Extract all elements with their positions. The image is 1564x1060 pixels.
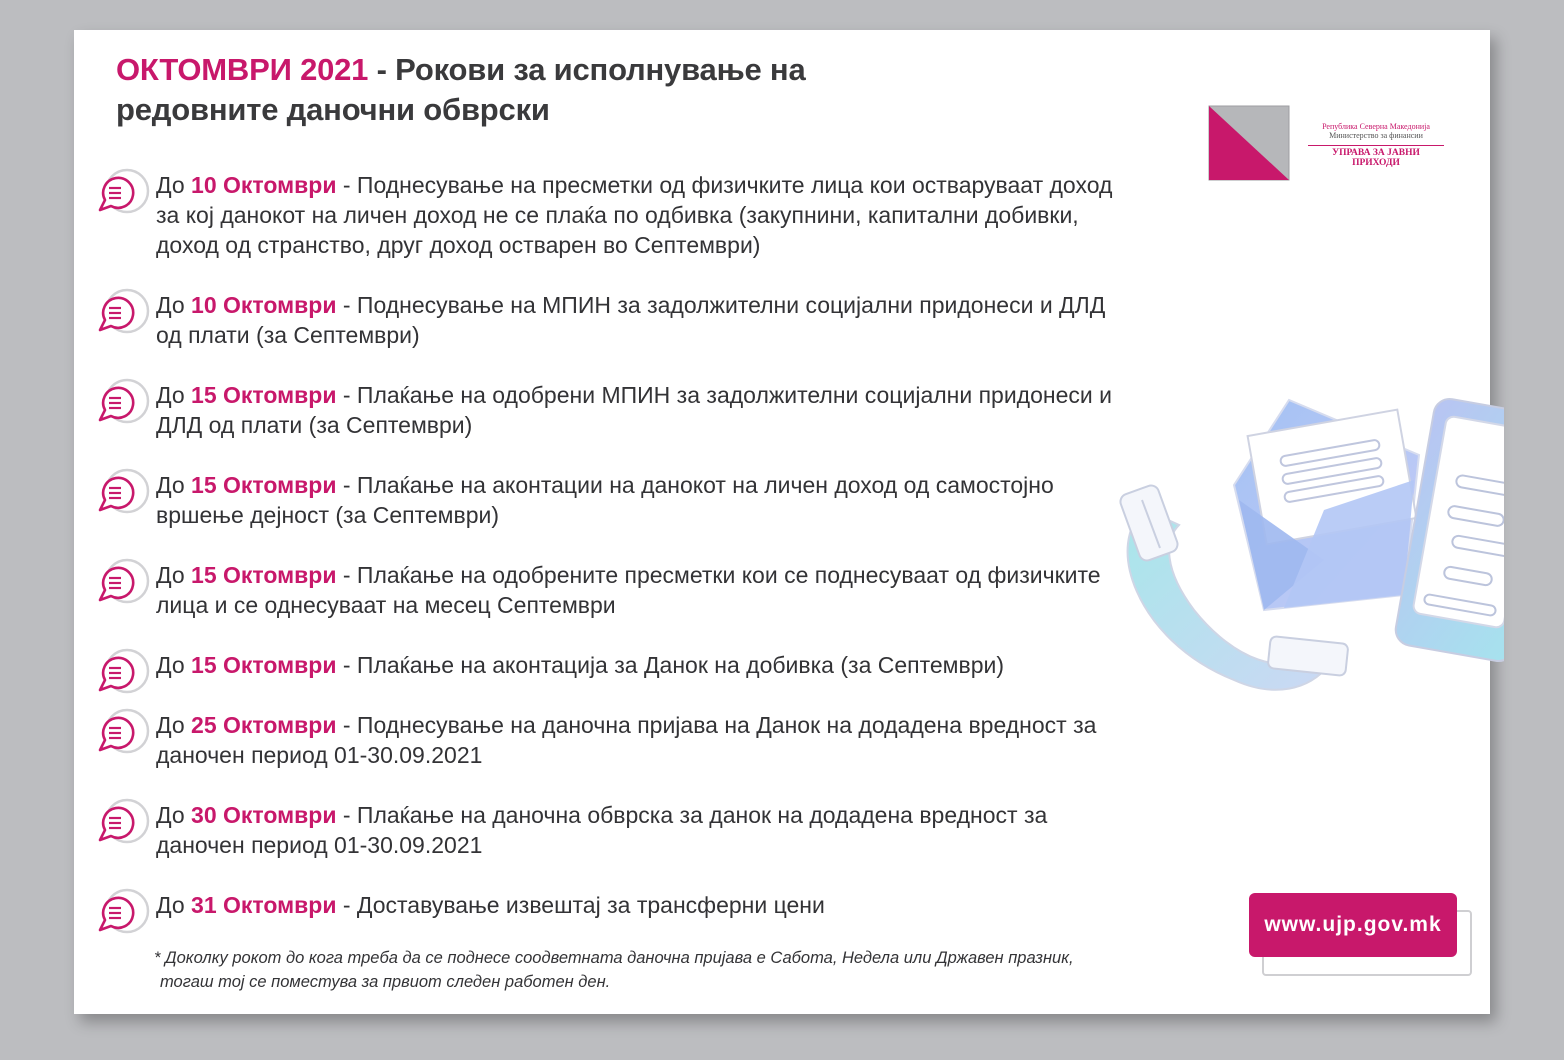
- footnote-line2: тогаш тој се поместува за првиот следен работен ден.: [160, 973, 611, 991]
- deadline-prefix: До: [156, 292, 192, 318]
- deadline-date: 10 Октомври: [191, 292, 337, 318]
- deadline-date: 31 Октомври: [191, 892, 337, 918]
- chat-bubble-icon: [94, 704, 152, 760]
- deadline-date: 30 Октомври: [191, 802, 337, 828]
- deadline-date: 15 Октомври: [191, 562, 337, 588]
- website-label: www.ujp.gov.mk: [1264, 913, 1442, 936]
- chat-bubble-icon: [94, 284, 152, 340]
- website-link[interactable]: [1249, 893, 1457, 957]
- deadline-date: 15 Октомври: [191, 652, 337, 678]
- chat-bubble-icon: [94, 464, 152, 520]
- chat-bubble-icon: [94, 884, 152, 940]
- infographic-card: [74, 30, 1490, 1014]
- footnote: [154, 946, 1154, 994]
- deadline-description: - Плаќање на даночна обврска за данок на додадена вредност за даночен период 01-30.09.2021: [156, 802, 1048, 858]
- deadline-prefix: До: [156, 802, 192, 828]
- ujp-logo: [1208, 105, 1448, 183]
- deadline-prefix: До: [156, 712, 192, 738]
- title-month: ОКТОМВРИ 2021: [116, 52, 369, 87]
- title-text-line2: редовните даночни обврски: [116, 92, 550, 127]
- title-text: - Рокови за исполнување на: [368, 52, 806, 87]
- deadline-description: - Плаќање на одобрени МПИН за задолжителни социјални придонеси и ДЛД од плати (за Септември): [156, 382, 1112, 438]
- page-title: [116, 50, 806, 130]
- deadline-prefix: До: [156, 382, 192, 408]
- chat-bubble-icon: [94, 794, 152, 850]
- deadline-description: - Плаќање на аконтации на данокот на личен доход од самостојно вршење дејност (за Септември): [156, 472, 1054, 528]
- chat-bubble-icon: [94, 164, 152, 220]
- deadline-date: 15 Октомври: [191, 472, 337, 498]
- deadline-prefix: До: [156, 892, 192, 918]
- logo-ministry: Министерство за финансии: [1329, 131, 1423, 140]
- deadline-prefix: До: [156, 562, 192, 588]
- deadline-text: [156, 380, 1116, 440]
- deadline-text: [156, 170, 1116, 260]
- phone-envelope-illustration: [1084, 360, 1504, 730]
- logo-agency: УПРАВА ЗА ЈАВНИ ПРИХОДИ: [1308, 145, 1444, 168]
- deadline-description: - Поднесување на МПИН за задолжителни социјални придонеси и ДЛД од плати (за Септември): [156, 292, 1106, 348]
- deadline-text: [156, 890, 1116, 920]
- deadline-text: [156, 650, 1116, 680]
- deadline-description: - Поднесување на даночна пријава на Данок на додадена вредност за даночен период 01-30.09.2021: [156, 712, 1097, 768]
- footnote-line1: * Доколку рокот до кога треба да се поднесе соодветната даночна пријава е Сабота, Недела или Државен празник,: [154, 949, 1074, 967]
- deadline-date: 25 Октомври: [191, 712, 337, 738]
- chat-bubble-icon: [94, 554, 152, 610]
- deadline-text: [156, 710, 1116, 770]
- chat-bubble-icon: [94, 374, 152, 430]
- deadline-text: [156, 290, 1116, 350]
- deadline-date: 15 Октомври: [191, 382, 337, 408]
- deadline-description: - Плаќање на аконтација за Данок на добивка (за Септември): [336, 652, 1005, 678]
- chat-bubble-icon: [94, 644, 152, 700]
- deadline-description: - Плаќање на одобрените пресметки кои се поднесуваат од физичките лица и се однесуваат на месец Септември: [156, 562, 1101, 618]
- deadline-text: [156, 470, 1116, 530]
- deadline-prefix: До: [156, 472, 192, 498]
- deadline-text: [156, 560, 1116, 620]
- deadline-prefix: До: [156, 172, 192, 198]
- deadline-prefix: До: [156, 652, 192, 678]
- deadline-description: - Поднесување на пресметки од физичките лица кои остваруваат доход за кој данокот на личен доход не се плаќа по одбивка (закупнини, капитални добивки, доход од странство, друг доход остварен во Септември): [156, 172, 1113, 258]
- logo-country: Република Северна Македонија: [1322, 122, 1430, 131]
- deadline-text: [156, 800, 1116, 860]
- logo-mark-icon: [1208, 105, 1292, 183]
- deadline-description: - Доставување извештај за трансферни цени: [336, 892, 825, 918]
- deadline-date: 10 Октомври: [191, 172, 337, 198]
